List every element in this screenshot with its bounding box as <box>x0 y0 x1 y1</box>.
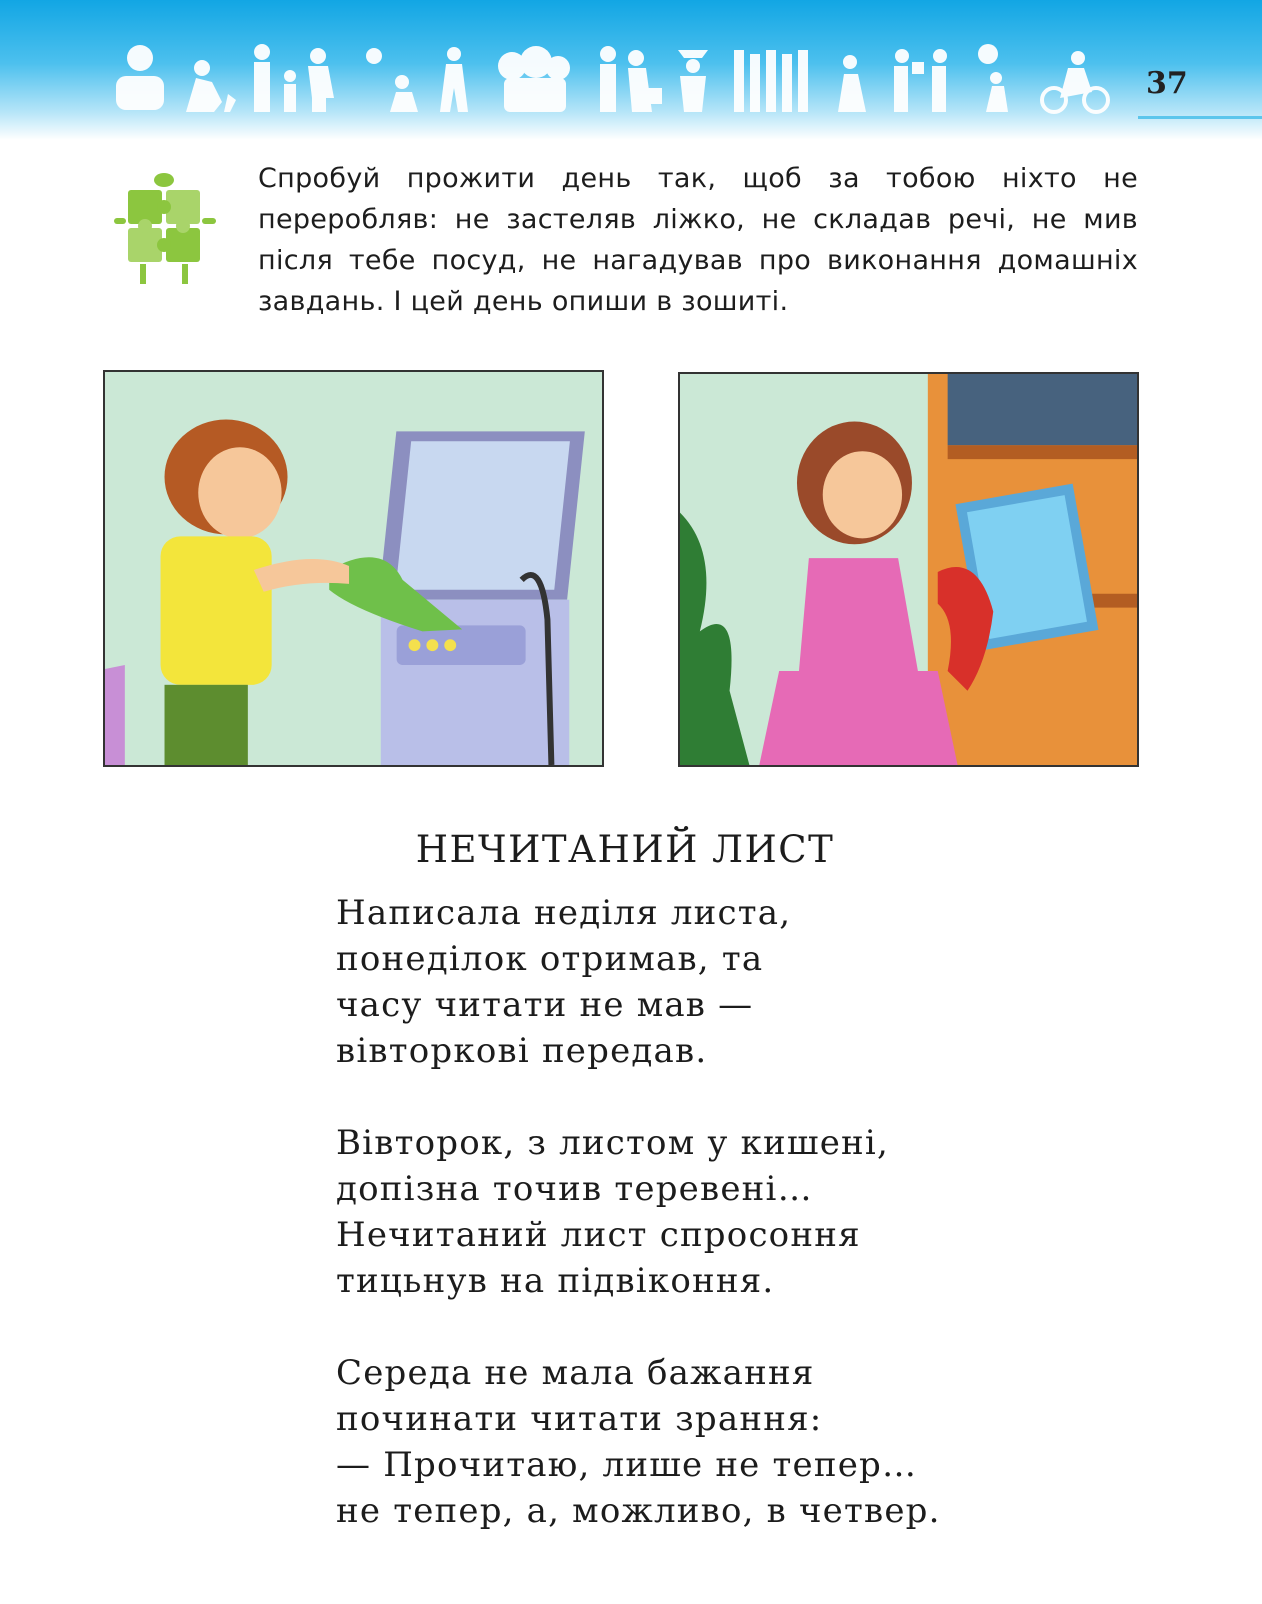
poem-line: починати читати зрання: <box>336 1399 823 1439</box>
reading-icon <box>838 55 866 112</box>
poem-body <box>336 890 1036 1580</box>
giving-icon <box>894 49 947 112</box>
poem-line: Нечитаний лист спросоння <box>336 1215 861 1255</box>
task-instruction: Спробуй прожити день так, щоб за тобою ніхто не переробляв: не застеляв ліжко, не складав речі, не мив після тебе посуд, не нагадував про виконання домашніх завдань. І цей день опиши в зошиті. <box>258 163 1138 317</box>
family-icon <box>254 44 334 112</box>
girl-dusting-illustration <box>678 372 1139 767</box>
stanza <box>336 1350 1036 1534</box>
header-banner <box>0 0 1262 140</box>
boy-laundry-illustration <box>103 370 604 767</box>
helping-icon <box>600 46 662 112</box>
banner-pictograms <box>112 42 1122 114</box>
cyclist-icon <box>1042 51 1108 112</box>
poem-line: вівторкові передав. <box>336 1031 708 1071</box>
balloon-icon <box>978 44 1008 112</box>
child-raise-icon <box>440 47 468 112</box>
page-number: 37 <box>1146 66 1188 101</box>
poem-line: понеділок отримав, та <box>336 939 764 979</box>
puzzle-icon <box>110 168 222 288</box>
poem-line: тицьнув на підвіконня. <box>336 1261 775 1301</box>
poem-line: часу читати не мав — <box>336 985 754 1025</box>
poem-line: Вівторок, з листом у кишені, <box>336 1123 889 1163</box>
poem-title: НЕЧИТАНИЙ ЛИСТ <box>415 828 835 871</box>
poem-line: — Прочитаю, лише не тепер… <box>336 1445 918 1485</box>
poem-line: Написала неділя листа, <box>336 893 792 933</box>
stanza <box>336 890 1036 1074</box>
people-globe-icon <box>116 45 164 110</box>
crowd-tree-icon <box>498 46 570 112</box>
page-number-rule <box>1138 116 1262 119</box>
gardening-icon <box>186 60 236 112</box>
poem-line: Середа не мала бажання <box>336 1353 815 1393</box>
sun-child-icon <box>366 48 418 112</box>
poem-line: допізна точив теревені… <box>336 1169 813 1209</box>
stanza <box>336 1120 1036 1304</box>
group-people-icon <box>734 50 808 112</box>
poem-line: не тепер, а, можливо, в четвер. <box>336 1491 941 1531</box>
graduate-icon <box>678 50 708 112</box>
